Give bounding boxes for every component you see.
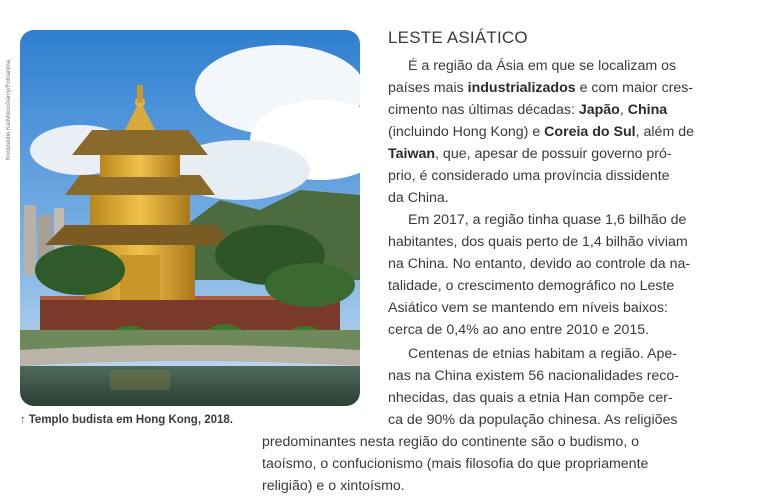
text-line: nhecidas, das quais a etnia Han compõe cer- [388, 390, 673, 406]
text-line: países mais industrializados e com maior cres- [388, 80, 694, 96]
text-line: Asiático vem se mantendo em níveis baixos: [388, 300, 668, 316]
text-line: cimento nas últimas décadas: Japão, China [388, 102, 668, 118]
text-line: religião) e o xintoísmo. [262, 478, 405, 494]
text-line: nas na China existem 56 nacionalidades reco- [388, 368, 680, 384]
text-line: na China. No entanto, devido ao controle da na- [388, 256, 691, 272]
highlight-term: China [627, 102, 668, 118]
text-line: Centenas de etnias habitam a região. Ape- [408, 346, 677, 362]
section-heading: LESTE ASIÁTICO [388, 28, 528, 47]
photo-credit-text: Konstantin Kalishko/Alamy/Fotoarena [6, 59, 12, 160]
text-line: habitantes, dos quais perto de 1,4 bilhão viviam [388, 234, 688, 250]
text-line: Em 2017, a região tinha quase 1,6 bilhão de [408, 212, 687, 228]
text-line: predominantes nesta região do continente são o budismo, o [262, 434, 640, 450]
photo-caption [20, 414, 240, 427]
arrow-up-icon: ↑ [20, 414, 26, 426]
highlight-term: Taiwan [388, 146, 436, 162]
photo-credit [6, 40, 16, 160]
text-line: cerca de 0,4% ao ano entre 2010 e 2015. [388, 322, 650, 338]
text-line: talidade, o crescimento demográfico no Leste [388, 278, 675, 294]
text-line: taoísmo, o confucionismo (mais filosofia do que propriamente [262, 456, 649, 472]
caption-text: Templo budista em Hong Kong, 2018. [28, 414, 234, 426]
text-line: da China. [388, 190, 449, 206]
text-line: É a região da Ásia em que se localizam os [408, 58, 677, 74]
text-line: ca de 90% da população chinesa. As religiões [388, 412, 678, 428]
text-line: Taiwan, que, apesar de possuir governo pró- [388, 146, 672, 162]
temple-photo [20, 30, 360, 406]
highlight-term: Coreia do Sul [544, 124, 636, 140]
highlight-term: industrializados [467, 80, 576, 96]
text-line: (incluindo Hong Kong) e Coreia do Sul, além de [388, 124, 694, 140]
text-line: prio, é considerado uma província dissidente [388, 168, 670, 184]
highlight-term: Japão [578, 102, 620, 118]
